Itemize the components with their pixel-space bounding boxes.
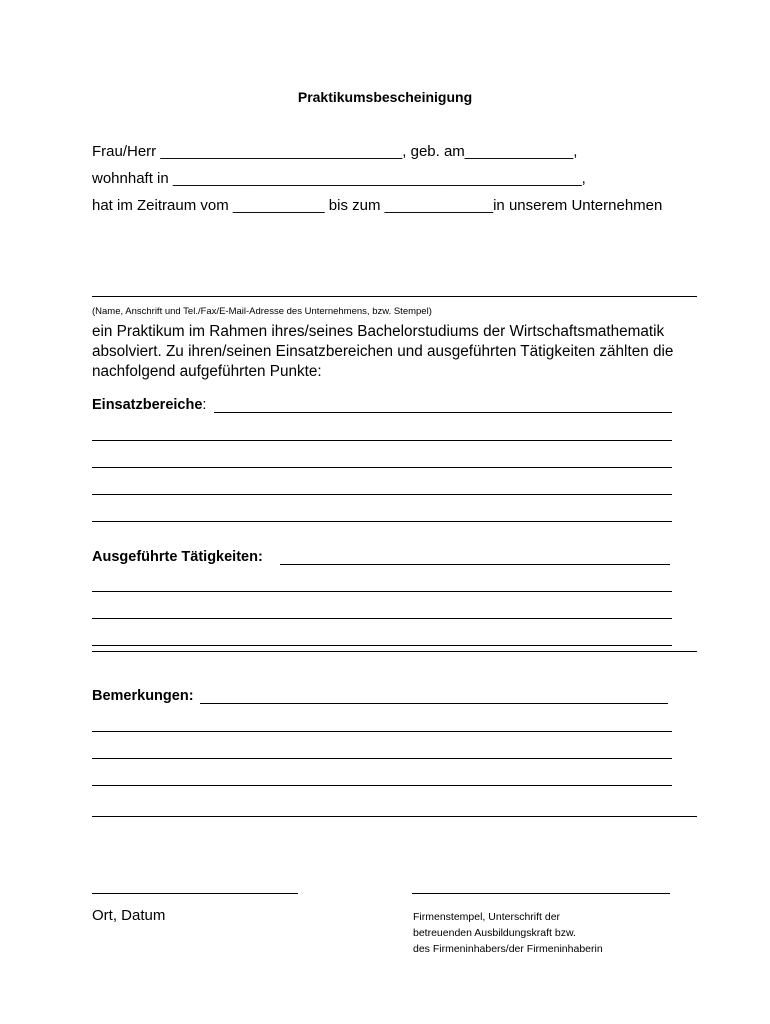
bemerkungen-answer-line: [200, 703, 668, 704]
bemerkungen-answer-line: [92, 785, 672, 786]
person-address-line: wohnhaft in _________________________________________________,: [92, 170, 586, 187]
stamp-caption-line-3: des Firmeninhabers/der Firmeninhaberin: [413, 943, 603, 955]
bemerkungen-answer-line: [92, 816, 697, 817]
einsatzbereiche-answer-line: [214, 412, 672, 413]
place-date-signature-line: [92, 893, 298, 894]
company-stamp-signature-line: [412, 893, 670, 894]
bemerkungen-answer-line: [92, 758, 672, 759]
internship-period-line: hat im Zeitraum vom ___________ bis zum _____________in unserem Unternehmen: [92, 197, 663, 214]
einsatzbereiche-answer-line: [92, 440, 672, 441]
stamp-caption-line-1: Firmenstempel, Unterschrift der: [413, 911, 561, 923]
company-caption: (Name, Anschrift und Tel./Fax/E-Mail-Adresse des Unternehmens, bzw. Stempel): [92, 306, 432, 317]
einsatzbereiche-answer-line: [92, 467, 672, 468]
section-heading-einsatzbereiche: [92, 397, 206, 413]
company-signature-line: [92, 296, 697, 297]
einsatzbereiche-answer-line: [92, 521, 672, 522]
taetigkeiten-answer-line: [92, 618, 672, 619]
taetigkeiten-answer-line: [280, 564, 670, 565]
place-date-label: Ort, Datum: [92, 907, 166, 924]
intro-paragraph: ein Praktikum im Rahmen ihres/seines Bachelorstudiums der Wirtschaftsmathematik absolviert. Zu ihren/seinen Einsatzbereichen und ausgeführten Tätigkeiten zählten die nachfolgend aufgeführten Punkte:: [92, 323, 674, 380]
section-heading-taetigkeiten: Ausgeführte Tätigkeiten:: [92, 549, 263, 565]
document-title: Praktikumsbescheinigung: [297, 89, 473, 105]
section-heading-bemerkungen: Bemerkungen:: [92, 688, 194, 704]
section-divider-line: [92, 651, 697, 652]
einsatzbereiche-answer-line: [92, 494, 672, 495]
einsatzbereiche-colon: :: [202, 397, 207, 413]
person-name-birthdate-line: Frau/Herr _____________________________, geb. am_____________,: [92, 143, 578, 160]
taetigkeiten-answer-line: [92, 645, 672, 646]
bemerkungen-answer-line: [92, 731, 672, 732]
taetigkeiten-answer-line: [92, 591, 672, 592]
einsatzbereiche-label: Einsatzbereiche: [92, 397, 203, 413]
stamp-caption-line-2: betreuenden Ausbildungskraft bzw.: [413, 927, 576, 939]
company-stamp-caption: [413, 909, 713, 957]
